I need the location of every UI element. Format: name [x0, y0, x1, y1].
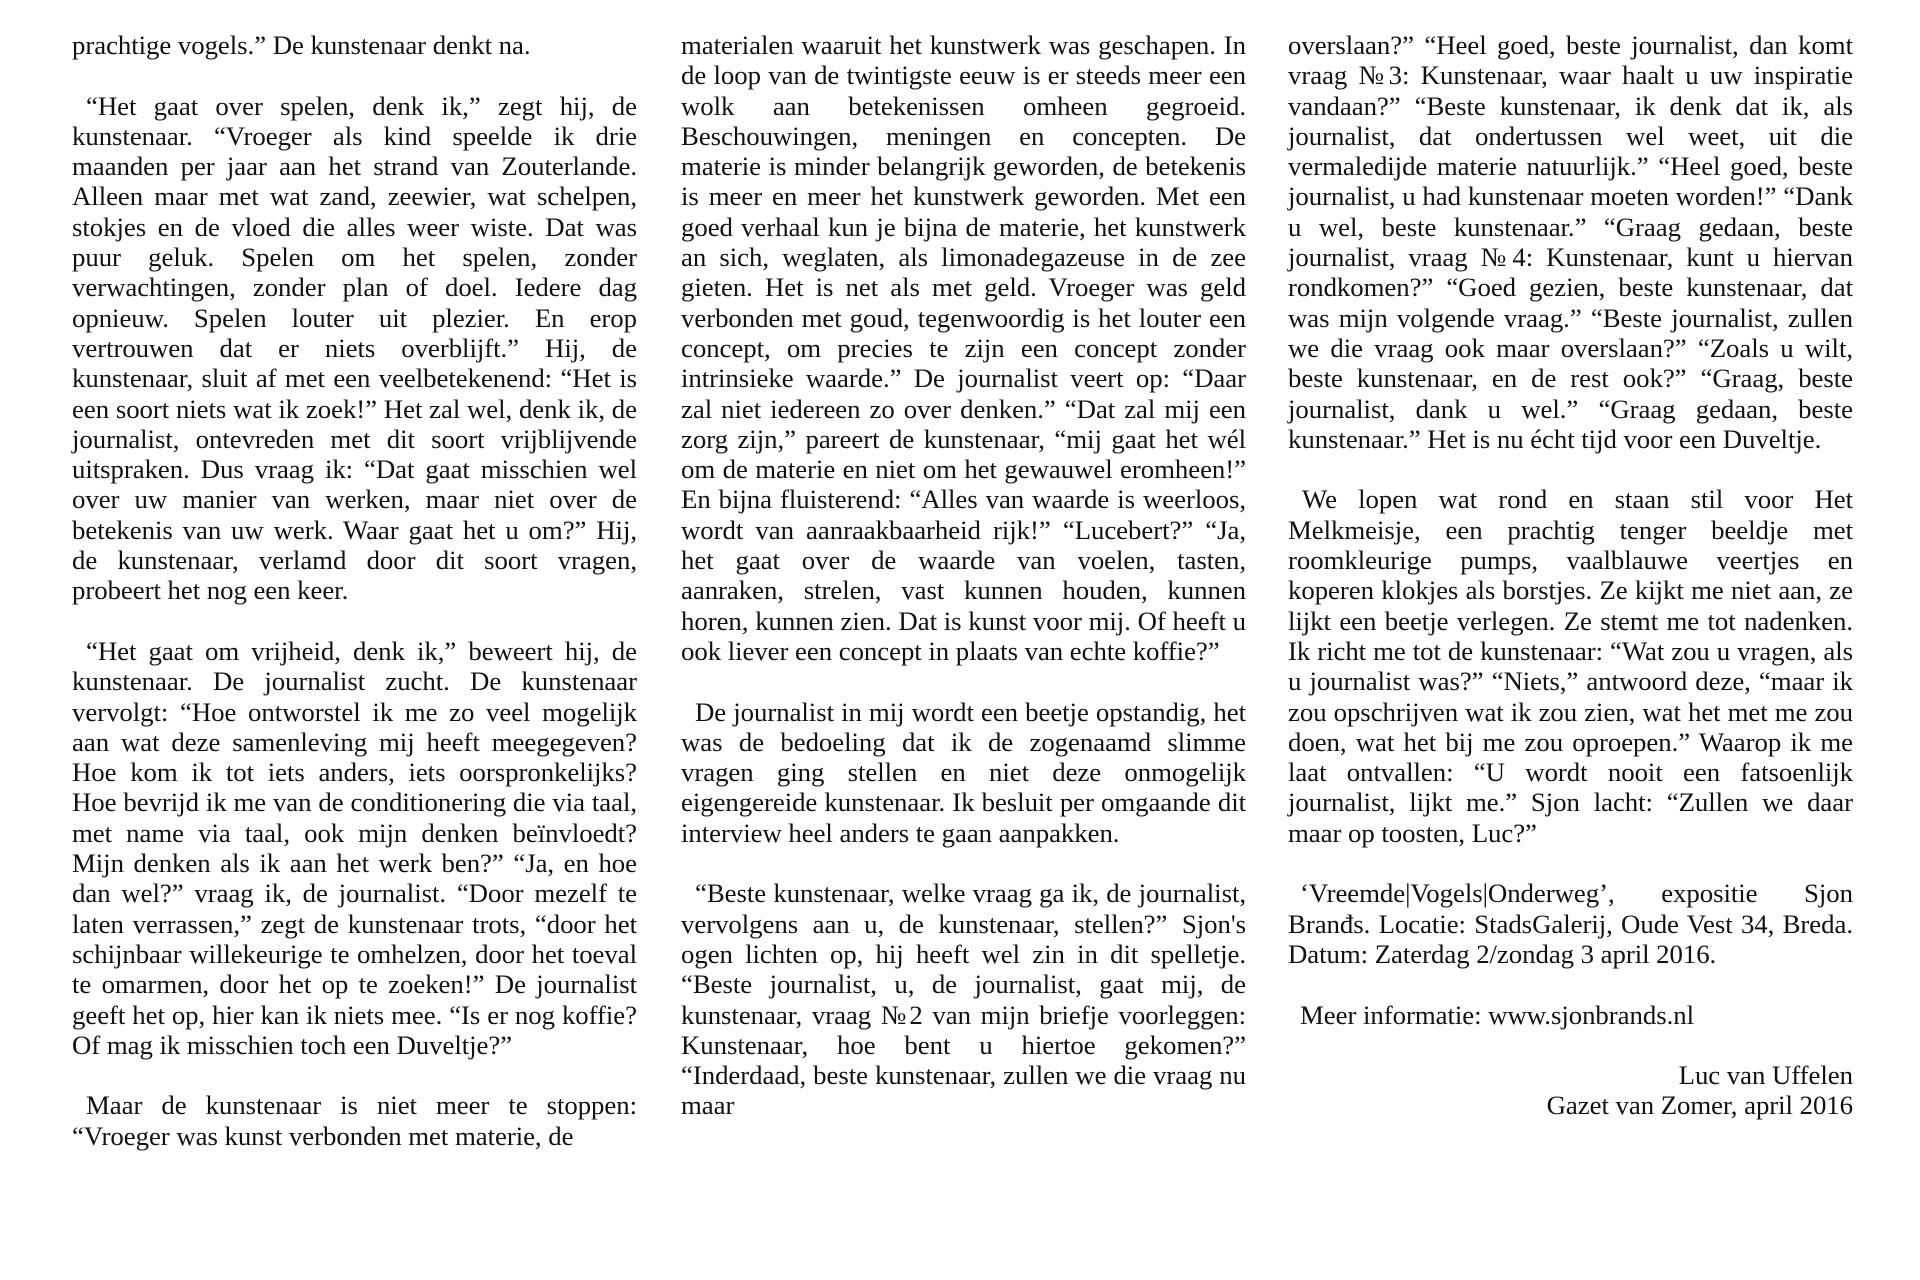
paragraph: “Het gaat om vrijheid, denk ik,” beweert hij, de kunstenaar. De journalist zucht. De kunstenaar vervolgt: “Hoe ontworstel ik me zo veel mogelijk aan wat deze samenleving mij heeft meegegeven? Hoe kom ik tot iets anders, iets oorspronkelijks? Hoe bevrijd ik me van de conditionering die via taal, met name via taal, ook mijn denken beïnvloedt? Mijn denken als ik aan het werk ben?” “Ja, en hoe dan wel?” vraag ik, de journalist. “Door mezelf te laten verrassen,” zegt de kunstenaar trots, “door het schijnbaar willekeurige te omhelzen, door het toeval te omarmen, door het op te zoeken!” De journalist geeft het op, hier kan ik niets mee. “Is er nog koffie? Of mag ik misschien toch een Duveltje?” — [72, 635, 637, 1060]
publication-source: Gazet van Zomer, april 2016 — [1546, 1090, 1853, 1121]
paragraph: materialen waaruit het kunstwerk was geschapen. In de loop van de twintigste eeuw is er steeds meer een wolk aan betekenissen omheen gegroeid. Beschouwingen, meningen en concepten. De materie is minder belangrijk geworden, de betekenis is meer en meer het kunstwerk geworden. Met een goed verhaal kun je bijna de materie, het kunstwerk an sich, weglaten, als limonadegazeuse in de zee gieten. Het is net als met geld. Vroeger was geld verbonden met goud, tegenwoordig is het louter een concept, om precies te zijn een concept zonder intrinsieke waarde.” De journalist veert op: “Daar zal niet iedereen zo over denken.” “Dat zal mij een zorg zijn,” pareert de kunstenaar, “mij gaat het wél om de materie en niet om het gewauwel eromheen!” En bijna fluisterend: “Alles van waarde is weerloos, wordt van aanraakbaarheid rijk!” “Lucebert?” “Ja, het gaat over de waarde van voelen, tasten, aanraken, strelen, vast kunnen houden, kunnen horen, kunnen zien. Dat is kunst voor mij. Of heeft u ook liever een concept in plaats van echte koffie?” — [681, 30, 1246, 666]
article-column-1 — [72, 30, 637, 1151]
paragraph: overslaan?” “Heel goed, beste journalist, dan komt vraag №3: Kunstenaar, waar haalt u uw inspiratie vandaan?” “Beste kunstenaar, ik denk dat ik, als journalist, dat ondertussen wel weet, uit die vermaledijde materie natuurlijk.” “Heel goed, beste journalist, u had kunstenaar moeten worden!” “Dank u wel, beste kunstenaar.” “Graag gedaan, beste journalist, vraag №4: Kunstenaar, kunt u hiervan rondkomen?” “Goed gezien, beste kunstenaar, dat was mijn volgende vraag.” “Beste journalist, zullen we die vraag ook maar overslaan?” “Zoals u wilt, beste kunstenaar, en de rest ook?” “Graag, beste journalist, dank u wel.” “Graag gedaan, beste kunstenaar.” Het is nu écht tijd voor een Duveltje. — [1288, 30, 1853, 454]
article-signature — [1288, 1060, 1853, 1121]
paragraph: De journalist in mij wordt een beetje opstandig, het was de bedoeling dat ik de zogenaamd slimme vragen ging stellen en niet deze onmogelijk eigengereide kunstenaar. Ik besluit per omgaande dit interview heel anders te gaan aanpakken. — [681, 696, 1246, 848]
paragraph: “Het gaat over spelen, denk ik,” zegt hij, de kunstenaar. “Vroeger als kind speelde ik drie maanden per jaar aan het strand van Zouterlande. Alleen maar met wat zand, zeewier, wat schelpen, stokjes en de vloed die alles weer wiste. Dat was puur geluk. Spelen om het spelen, zonder verwachtingen, zonder plan of doel. Iedere dag opnieuw. Spelen louter uit plezier. En erop vertrouwen dat er niets overblijft.” Hij, de kunstenaar, sluit af met een veelbetekenend: “Het is een soort niets wat ik zoek!” Het zal wel, denk ik, de journalist, ontevreden met dit soort vrijblijvende uitspraken. Dus vraag ik: “Dat gaat misschien wel over uw manier van werken, maar niet over de betekenis van uw werk. Waar gaat het u om?” Hij, de kunstenaar, verlamd door dit soort vragen, probeert het nog een keer. — [72, 90, 637, 606]
article-column-3 — [1288, 30, 1853, 1121]
paragraph: Maar de kunstenaar is niet meer te stoppen: “Vroeger was kunst verbonden met materie, de — [72, 1090, 637, 1151]
more-info-line: Meer informatie: www.sjonbrands.nl — [1300, 999, 1694, 1030]
paragraph: prachtige vogels.” De kunstenaar denkt na. — [72, 30, 531, 60]
article-column-2 — [681, 30, 1246, 1121]
exhibition-info: ‘Vreemde|Vogels|Onderweg’, expositie Sjon Branđs. Locatie: StadsGalerij, Oude Vest 34, Breda. Datum: Zaterdag 2/zondag 3 april 2016. — [1288, 878, 1853, 969]
author-name: Luc van Uffelen — [1678, 1060, 1853, 1091]
paragraph: “Beste kunstenaar, welke vraag ga ik, de journalist, vervolgens aan u, de kunstenaar, stellen?” Sjon's ogen lichten op, hij heeft wel zin in dit spelletje. “Beste journalist, u, de journalist, gaat mij, de kunstenaar, vraag №2 van mijn briefje voorleggen: Kunstenaar, hoe bent u hiertoe gekomen?” “Inderdaad, beste kunstenaar, zullen we die vraag nu maar — [681, 878, 1246, 1121]
paragraph: We lopen wat rond en staan stil voor Het Melkmeisje, een prachtig tenger beeldje met roomkleurige pumps, vaalblauwe veertjes en koperen klokjes als borstjes. Ze kijkt me niet aan, ze lijkt een beetje verlegen. Ze stemt me tot nadenken. Ik richt me tot de kunstenaar: “Wat zou u vragen, als u journalist was?” “Niets,” antwoord deze, “maar ik zou opschrijven wat ik zou zien, wat het met me zou doen, wat het bij me zou oproepen.” Waarop ik me laat ontvallen: “U wordt nooit een fatsoenlijk journalist, lijkt me.” Sjon lacht: “Zullen we daar maar op toosten, Luc?” — [1288, 484, 1853, 848]
